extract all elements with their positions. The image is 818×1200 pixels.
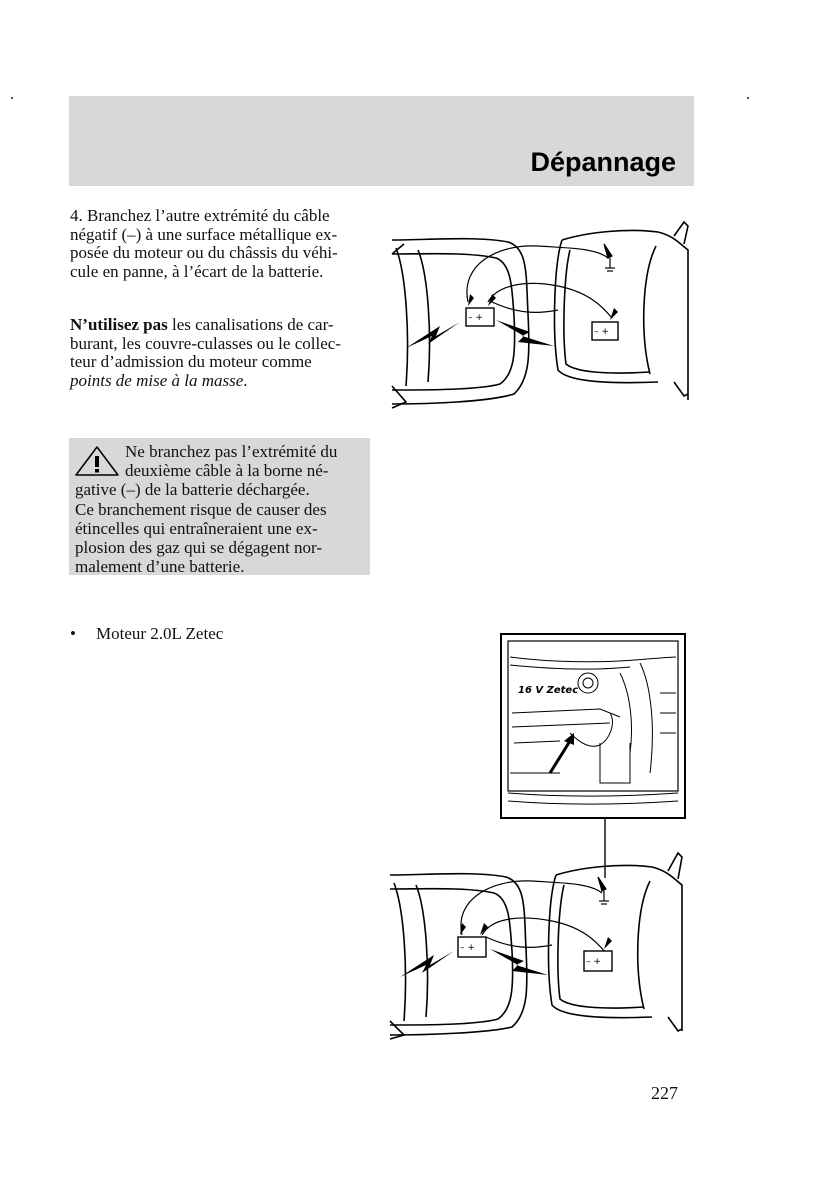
spark-left-icon <box>406 322 460 348</box>
crop-mark <box>747 97 749 99</box>
bullet-dot: • <box>70 624 76 643</box>
page-header <box>69 96 694 186</box>
warning-box <box>69 438 370 575</box>
warning-text <box>75 442 367 576</box>
engine-bay-inset <box>500 633 686 819</box>
step-line: posée du moteur ou du châssis du véhi- <box>70 243 338 262</box>
note-text: les canalisations de car- <box>167 315 334 334</box>
battery-right-icon <box>584 937 612 971</box>
jump-start-diagram-engine <box>386 845 692 1040</box>
crop-mark <box>11 97 13 99</box>
warning-line: étincelles qui entraîneraient une ex- <box>75 518 318 538</box>
warning-line: Ne branchez pas l’extrémité du <box>125 442 338 461</box>
page-number: 227 <box>651 1083 678 1103</box>
battery-right-icon <box>592 308 618 340</box>
battery-polarity: – + <box>586 957 601 967</box>
battery-left-icon <box>466 294 496 326</box>
note-text: . <box>243 370 248 390</box>
ground-point-icon <box>598 877 609 904</box>
engine-bullet <box>70 625 366 644</box>
bullet-text: Moteur 2.0L Zetec <box>96 624 224 643</box>
step-line: 4. Branchez l’autre extrémité du câble <box>70 206 330 225</box>
warning-line: malement d’une batterie. <box>75 557 245 577</box>
warning-line: deuxième câble à la borne né- <box>125 461 329 481</box>
warning-line: plosion des gaz qui se dégagent nor- <box>75 538 323 558</box>
spark-right-icon <box>490 949 548 975</box>
step-line: négatif (–) à une surface métallique ex- <box>70 224 338 244</box>
warning-line: Ce branchement risque de causer des <box>75 499 327 519</box>
battery-polarity: – + <box>460 943 475 953</box>
note-emphasis: N’utilisez pas <box>70 315 168 334</box>
note-text: burant, les couvre-culasses ou le collec- <box>70 333 341 353</box>
page-title: Dépannage <box>530 147 676 177</box>
battery-left-icon <box>458 923 488 957</box>
jump-start-diagram <box>388 214 698 410</box>
spark-right-icon <box>496 320 554 346</box>
battery-polarity: – + <box>594 327 609 337</box>
ground-point-icon <box>604 244 615 271</box>
note-italic: points de mise à la masse <box>70 370 244 390</box>
step-4-text <box>70 207 366 281</box>
note-text: teur d’admission du moteur comme <box>70 352 312 371</box>
step-line: cule en panne, à l’écart de la batterie. <box>70 261 324 281</box>
caution-note <box>70 316 366 390</box>
warning-line: gative (–) de la batterie déchargée. <box>75 480 310 500</box>
engine-label: 16 V Zetec <box>518 685 579 696</box>
battery-polarity: – + <box>468 313 483 323</box>
